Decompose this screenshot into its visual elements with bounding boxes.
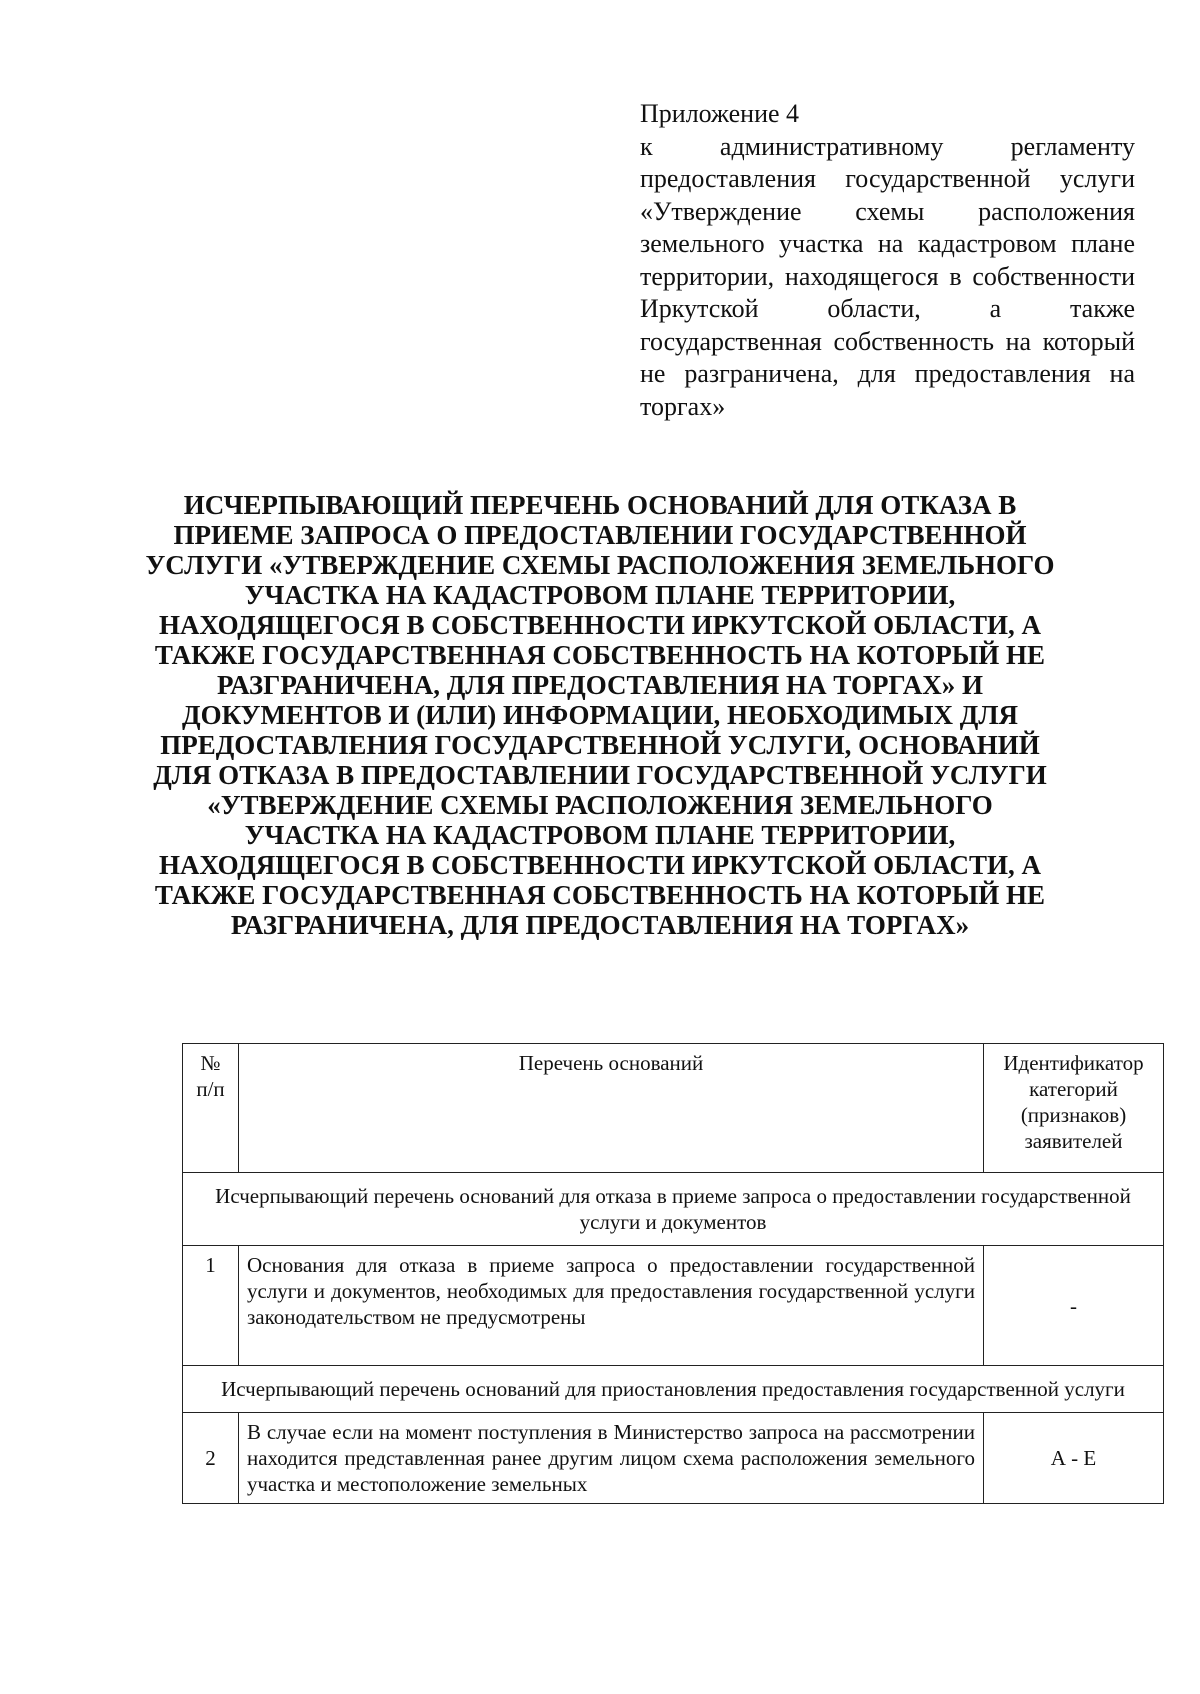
row-1-text: Основания для отказа в приеме запроса о предоставлении государственной услуги и документов, необходимых для предоставления государственной услуги законодательством не предусмотрены [239, 1246, 984, 1366]
row-2-id: А - Е [984, 1413, 1164, 1504]
row-2-text: В случае если на момент поступления в Министерство запроса на рассмотрении находится представленная ранее другим лицом схема расположения земельного участка и местоположение земельных [239, 1413, 984, 1504]
appendix-number: Приложение 4 [640, 99, 800, 128]
table-section-row [183, 1366, 1164, 1413]
section-2-title: Исчерпывающий перечень оснований для приостановления предоставления государственной услуги [183, 1366, 1164, 1413]
grounds-table [182, 1043, 1164, 1504]
table-section-row [183, 1173, 1164, 1246]
appendix-text: к административному регламенту предоставления государственной услуги «Утверждение схемы расположения земельного участка на кадастровом плане территории, находящегося в собственности Иркутской области, а также государственная собственность на который не разграничена, для предоставления на торгах» [640, 131, 1135, 421]
document-title: ИСЧЕРПЫВАЮЩИЙ ПЕРЕЧЕНЬ ОСНОВАНИЙ ДЛЯ ОТКАЗА В ПРИЕМЕ ЗАПРОСА О ПРЕДОСТАВЛЕНИИ ГОСУДАРСТВЕННОЙ УСЛУГИ «УТВЕРЖДЕНИЕ СХЕМЫ РАСПОЛОЖЕНИЯ ЗЕМЕЛЬНОГО УЧАСТКА НА КАДАСТРОВОМ ПЛАНЕ ТЕРРИТОРИИ, НАХОДЯЩЕГОСЯ В СОБСТВЕННОСТИ ИРКУТСКОЙ ОБЛАСТИ, А ТАКЖЕ ГОСУДАРСТВЕННАЯ СОБСТВЕННОСТЬ НА КОТОРЫЙ НЕ РАЗГРАНИЧЕНА, ДЛЯ ПРЕДОСТАВЛЕНИЯ НА ТОРГАХ» И ДОКУМЕНТОВ И (ИЛИ) ИНФОРМАЦИИ, НЕОБХОДИМЫХ ДЛЯ ПРЕДОСТАВЛЕНИЯ ГОСУДАРСТВЕННОЙ УСЛУГИ, ОСНОВАНИЙ ДЛЯ ОТКАЗА В ПРЕДОСТАВЛЕНИИ ГОСУДАРСТВЕННОЙ УСЛУГИ «УТВЕРЖДЕНИЕ СХЕМЫ РАСПОЛОЖЕНИЯ ЗЕМЕЛЬНОГО УЧАСТКА НА КАДАСТРОВОМ ПЛАНЕ ТЕРРИТОРИИ, НАХОДЯЩЕГОСЯ В СОБСТВЕННОСТИ ИРКУТСКОЙ ОБЛАСТИ, А ТАКЖЕ ГОСУДАРСТВЕННАЯ СОБСТВЕННОСТЬ НА КОТОРЫЙ НЕ РАЗГРАНИЧЕНА, ДЛЯ ПРЕДОСТАВЛЕНИЯ НА ТОРГАХ» [145, 490, 1055, 940]
header-list: Перечень оснований [239, 1044, 984, 1173]
header-num: № п/п [183, 1044, 239, 1173]
row-1-num: 1 [183, 1246, 239, 1366]
row-1-id: - [984, 1246, 1164, 1366]
header-id: Идентификатор категорий (признаков) заявителей [984, 1044, 1164, 1173]
table-header-row [183, 1044, 1164, 1173]
row-2-num: 2 [183, 1413, 239, 1504]
table-row [183, 1246, 1164, 1366]
section-1-title: Исчерпывающий перечень оснований для отказа в приеме запроса о предоставлении государственной услуги и документов [183, 1173, 1164, 1246]
appendix-block [640, 98, 1135, 423]
table-row [183, 1413, 1164, 1504]
